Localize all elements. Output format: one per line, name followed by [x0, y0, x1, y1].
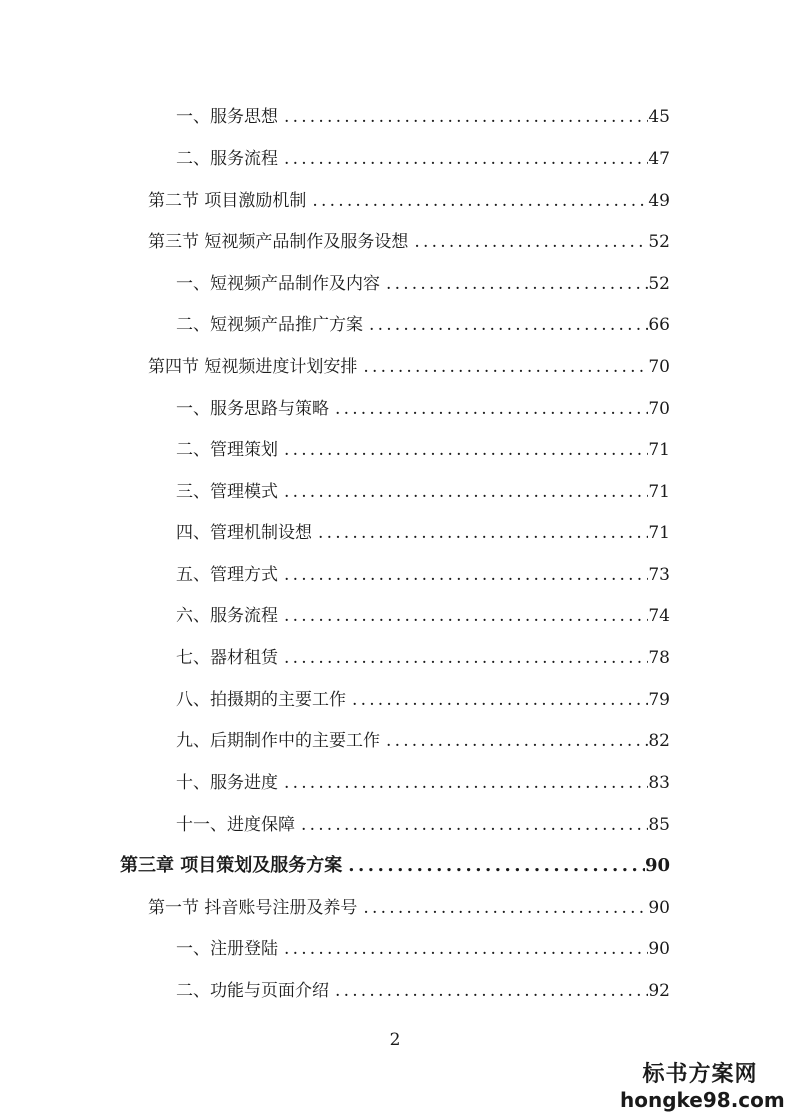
toc-entry-page: 70 — [648, 399, 670, 419]
dot-leader — [278, 938, 648, 960]
toc-entry — [176, 730, 670, 752]
toc-entry-label: 八、拍摄期的主要工作 — [176, 690, 346, 710]
page-number: 2 — [389, 1030, 401, 1050]
toc-entry-label: 一、短视频产品制作及内容 — [176, 274, 380, 294]
toc-entry-label: 第一节 抖音账号注册及养号 — [148, 898, 358, 918]
toc-entry-page: 70 — [648, 357, 670, 377]
toc-entry-label: 二、管理策划 — [176, 440, 278, 460]
toc-entry-page: 90 — [648, 898, 670, 918]
toc-entry-label: 三、管理模式 — [176, 482, 278, 502]
toc-entry-label: 二、服务流程 — [176, 149, 278, 169]
dot-leader — [312, 522, 648, 544]
dot-leader — [278, 439, 648, 461]
toc-chapter-entry — [120, 855, 670, 877]
dot-leader — [278, 564, 648, 586]
watermark-brand: 标书方案网 — [642, 1061, 758, 1087]
dot-leader — [278, 106, 648, 128]
toc-entry-label: 二、功能与页面介绍 — [176, 981, 329, 1001]
toc-entry-label: 六、服务流程 — [176, 606, 278, 626]
toc-entry — [176, 980, 670, 1002]
toc-entry-page: 92 — [648, 981, 670, 1001]
toc-entry — [176, 439, 670, 461]
watermark-url: hongke98.com — [620, 1088, 785, 1112]
toc-entry — [176, 772, 670, 794]
dot-leader — [380, 273, 648, 295]
toc-entry — [176, 148, 670, 170]
toc-entry — [148, 356, 670, 378]
toc-entry-label: 十、服务进度 — [176, 773, 278, 793]
toc-entry-label: 第二节 项目激励机制 — [148, 191, 307, 211]
dot-leader — [329, 980, 648, 1002]
toc-entry — [176, 564, 670, 586]
toc-entry-label: 四、管理机制设想 — [176, 523, 312, 543]
toc-entry-page: 71 — [648, 440, 670, 460]
toc-entry-page: 90 — [648, 939, 670, 959]
dot-leader — [306, 190, 648, 212]
toc-entry-page: 78 — [648, 648, 670, 668]
toc-entry-page: 52 — [648, 232, 670, 252]
toc-entry-page: 47 — [648, 149, 670, 169]
toc-entry-label: 一、服务思想 — [176, 107, 278, 127]
toc-entry — [176, 814, 670, 836]
toc-entry — [148, 190, 670, 212]
dot-leader — [346, 689, 648, 711]
toc-entry — [176, 605, 670, 627]
toc-chapter-label: 第三章 项目策划及服务方案 — [120, 855, 343, 876]
dot-leader — [278, 772, 648, 794]
toc-entry-label: 七、器材租赁 — [176, 648, 278, 668]
toc-entry-page: 71 — [648, 482, 670, 502]
dot-leader — [278, 605, 648, 627]
toc-entry-page: 71 — [648, 523, 670, 543]
dot-leader — [357, 897, 648, 919]
toc-entry-label: 一、注册登陆 — [176, 939, 278, 959]
dot-leader — [278, 148, 648, 170]
toc-entry-label: 第三节 短视频产品制作及服务设想 — [148, 232, 409, 252]
toc-entry — [176, 106, 670, 128]
toc-entry — [148, 897, 670, 919]
dot-leader — [278, 647, 648, 669]
dot-leader — [295, 814, 648, 836]
toc-entry-page: 85 — [648, 815, 670, 835]
toc-entry — [176, 938, 670, 960]
toc-entry — [176, 647, 670, 669]
toc-entry-page: 73 — [648, 565, 670, 585]
watermark — [620, 1060, 785, 1112]
toc-entry — [176, 314, 670, 336]
dot-leader — [363, 314, 648, 336]
toc-entry-label: 一、服务思路与策略 — [176, 399, 329, 419]
toc-entry-page: 45 — [648, 107, 670, 127]
toc-entry-page: 66 — [648, 315, 670, 335]
toc-entry-page: 52 — [648, 274, 670, 294]
toc-entry-label: 九、后期制作中的主要工作 — [176, 731, 380, 751]
dot-leader — [408, 231, 648, 253]
toc-entry-label: 五、管理方式 — [176, 565, 278, 585]
toc-entry — [176, 273, 670, 295]
toc-entry-page: 82 — [648, 731, 670, 751]
toc-entry-page: 79 — [648, 690, 670, 710]
toc-entry-page: 74 — [648, 606, 670, 626]
toc-entry — [176, 481, 670, 503]
toc-entry-label: 第四节 短视频进度计划安排 — [148, 357, 358, 377]
toc-chapter-page: 90 — [644, 855, 670, 876]
dot-leader — [278, 481, 648, 503]
dot-leader — [329, 398, 648, 420]
toc-entry-label: 十一、进度保障 — [176, 815, 295, 835]
toc-entry-label: 二、短视频产品推广方案 — [176, 315, 363, 335]
toc-entry-page: 49 — [648, 191, 670, 211]
toc-entry — [148, 231, 670, 253]
toc-entry — [176, 398, 670, 420]
dot-leader — [342, 855, 645, 877]
toc-entry — [176, 689, 670, 711]
dot-leader — [357, 356, 648, 378]
toc-entry-page: 83 — [648, 773, 670, 793]
dot-leader — [380, 730, 648, 752]
toc-entry — [176, 522, 670, 544]
